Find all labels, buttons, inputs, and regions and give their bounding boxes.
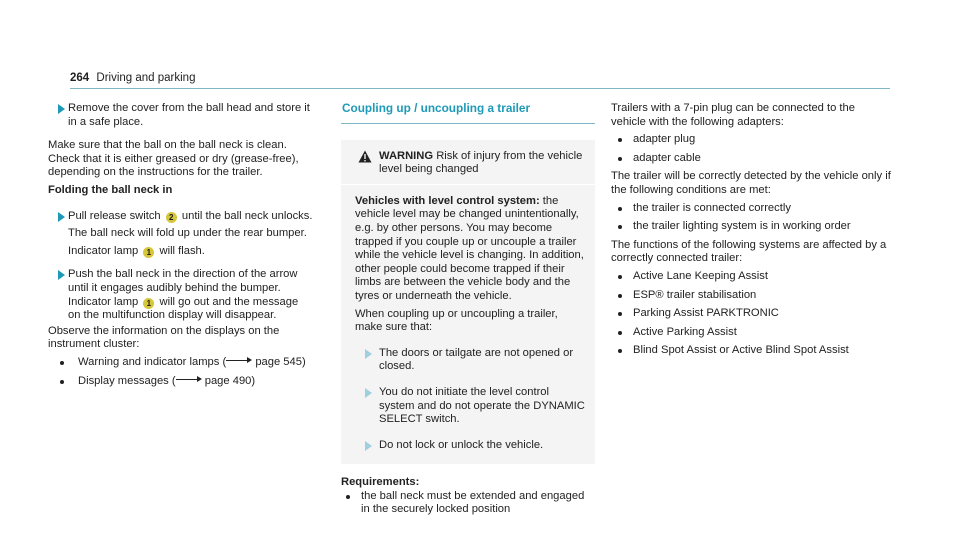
callout-number-icon: 1 <box>143 247 154 258</box>
paragraph: Observe the information on the displays on the instrument cluster: <box>48 324 280 351</box>
section-divider <box>341 123 595 124</box>
list-item-text: the ball neck must be extended and engaged in the securely locked position <box>361 489 585 516</box>
list-item <box>611 152 891 166</box>
step-text: You do not initiate the level control system and do not operate the DYNAMIC SELECT switch. <box>379 385 585 426</box>
step-text-part: until the ball neck unlocks. <box>181 209 313 222</box>
warning-paragraph <box>355 195 585 304</box>
paragraph: The functions of the following systems are affected by a correctly connected trailer: <box>611 238 887 265</box>
list-item-text: Display messages ( <box>78 374 176 387</box>
step-text: The ball neck will fold up under the rear bumper. <box>68 227 307 240</box>
list-item-text: Active Lane Keeping Assist <box>633 269 768 282</box>
list-item-text: the trailer lighting system is in working order <box>633 220 851 233</box>
warning-paragraph: When coupling up or uncoupling a trailer, make sure that: <box>355 307 558 334</box>
step-text: The doors or tailgate are not opened or closed. <box>379 346 574 373</box>
bullet-icon <box>618 331 622 335</box>
step-arrow-icon <box>365 388 372 398</box>
list-item <box>48 356 313 370</box>
bullet-icon <box>618 207 622 211</box>
step-text-part: will go out and the message on the multifunction display will disappear. <box>68 295 299 322</box>
warning-bold-lead: Vehicles with level control system: <box>355 194 540 207</box>
bullet-icon <box>618 138 622 142</box>
step-text: Do not lock or unlock the vehicle. <box>379 438 544 451</box>
step-text: Remove the cover from the ball head and store it in a safe place. <box>68 102 310 128</box>
step-arrow-icon <box>58 270 65 280</box>
requirements-label: Requirements: <box>341 476 420 489</box>
warning-box <box>341 140 595 465</box>
page-reference-arrow-icon <box>226 356 252 364</box>
bullet-icon <box>618 225 622 229</box>
list-item <box>341 490 595 517</box>
warning-body <box>341 185 595 465</box>
list-item <box>611 220 891 234</box>
bullet-icon <box>60 380 64 384</box>
list-item-text: Warning and indicator lamps ( <box>78 355 227 368</box>
step-arrow-icon <box>365 349 372 359</box>
bullet-icon <box>618 157 622 161</box>
instruction-step <box>48 210 313 259</box>
step-text <box>68 245 313 259</box>
page-reference-link[interactable]: page 545) <box>255 355 306 368</box>
step-text <box>68 296 313 323</box>
list-item <box>611 307 891 321</box>
bullet-icon <box>60 361 64 365</box>
bullet-icon <box>346 495 350 499</box>
column-middle <box>341 102 595 522</box>
list-item <box>611 133 891 147</box>
step-text <box>68 210 313 224</box>
paragraph: Trailers with a 7-pin plug can be connected to the vehicle with the following adapters: <box>611 102 855 128</box>
warning-step <box>355 386 585 427</box>
list-item <box>611 344 891 358</box>
list-item-text: Parking Assist PARKTRONIC <box>633 307 779 320</box>
bullet-icon <box>618 349 622 353</box>
warning-triangle-icon <box>358 150 372 163</box>
warning-label: WARNING <box>379 149 434 162</box>
list-item-text: adapter plug <box>633 133 696 146</box>
list-item-text: adapter cable <box>633 151 701 164</box>
warning-step <box>355 347 585 374</box>
step-arrow-icon <box>58 104 65 114</box>
step-text: Push the ball neck in the direction of the arrow until it engages audibly behind the bumper. <box>68 268 298 294</box>
list-item <box>611 270 891 284</box>
subheading: Folding the ball neck in <box>48 183 173 196</box>
list-item <box>611 202 891 216</box>
list-item <box>611 289 891 303</box>
warning-step <box>355 439 585 453</box>
list-item-text: Blind Spot Assist or Active Blind Spot Assist <box>633 344 849 357</box>
step-text-part: Indicator lamp <box>68 295 139 308</box>
step-text-part: Pull release switch <box>68 209 161 222</box>
column-right <box>611 102 891 363</box>
paragraph: Make sure that the ball on the ball neck is clean. Check that it is either greased or dry (grease-free), depending on the instructions for the trailer. <box>48 139 299 179</box>
warning-paragraph-text: the vehicle level may be changed unintentionally, e.g. by other persons. You may become trapped if you couple up or uncouple a trailer while the vehicle level is changing. In addition, other people could become trapped if their limbs are between the vehicle body and the tyres or underneath the vehicle. <box>355 194 584 302</box>
step-text-part: Indicator lamp <box>68 244 139 257</box>
list-item-text: Active Parking Assist <box>633 325 737 338</box>
list-item <box>48 375 313 389</box>
header-divider <box>70 88 890 89</box>
warning-header <box>341 140 595 185</box>
bullet-icon <box>618 312 622 316</box>
section-title: Driving and parking <box>96 72 196 84</box>
column-left <box>48 102 313 393</box>
instruction-step <box>48 268 313 322</box>
bullet-icon <box>618 275 622 279</box>
page-reference-link[interactable]: page 490) <box>204 374 256 387</box>
step-arrow-icon <box>58 212 65 222</box>
list-item-text: the trailer is connected correctly <box>633 201 791 214</box>
list-item-text: ESP® trailer stabilisation <box>633 288 757 301</box>
callout-number-icon: 1 <box>143 298 154 309</box>
page-header <box>70 72 195 86</box>
list-item <box>611 326 891 340</box>
paragraph: The trailer will be correctly detected by the vehicle only if the following conditions are met: <box>611 170 891 196</box>
bullet-icon <box>618 294 622 298</box>
instruction-step <box>48 102 313 129</box>
step-arrow-icon <box>365 441 372 451</box>
warning-text: Risk of injury from the vehicle level being changed <box>379 149 583 176</box>
callout-number-icon: 2 <box>166 212 177 223</box>
page-number: 264 <box>70 72 90 84</box>
section-heading: Coupling up / uncoupling a trailer <box>342 101 531 115</box>
page-reference-arrow-icon <box>176 375 202 383</box>
step-text-part: will flash. <box>159 244 205 257</box>
